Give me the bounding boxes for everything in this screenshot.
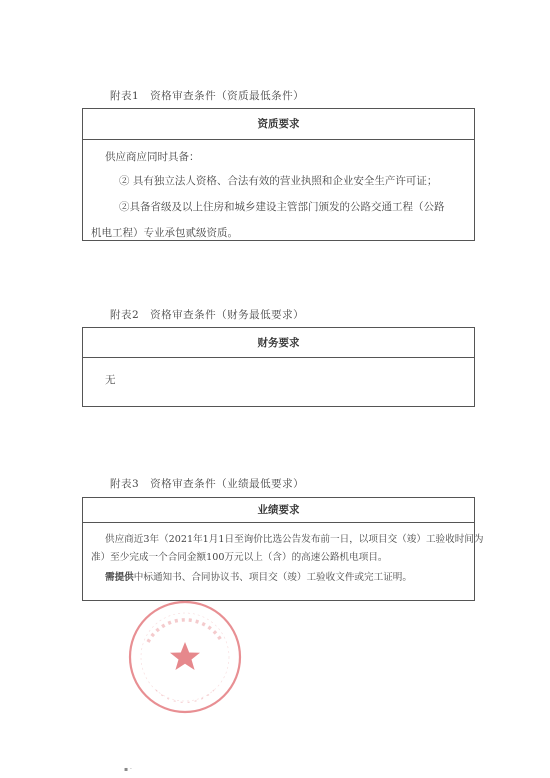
qualification-intro: 供应商应同时具备： xyxy=(105,151,200,163)
qualification-item-2-line-1: ②具备省级及以上住房和城乡建设主管部门颁发的公路交通工程（公路 xyxy=(119,201,445,213)
table2-caption: 附表2 资格审查条件（财务最低要求） xyxy=(110,309,305,321)
red-official-seal-icon xyxy=(126,598,244,716)
requirement-text: 中标通知书、合同协议书、项目交（竣）工验收文件或完工证明。 xyxy=(133,572,412,583)
performance-body xyxy=(83,523,484,589)
financial-body: 无 xyxy=(105,374,116,386)
qualification-item-2-line-2: 机电工程）专业承包贰级资质。 xyxy=(91,227,238,239)
qualification-table xyxy=(82,108,475,241)
qualification-item-1: ② 具有独立法人资格、合法有效的营业执照和企业安全生产许可证； xyxy=(119,175,438,187)
qualification-header: 资质要求 xyxy=(83,109,474,140)
qualification-body xyxy=(83,140,474,246)
requirement-label: 需提供 xyxy=(105,572,134,583)
table1-caption: 附表1 资格审查条件（资质最低条件） xyxy=(110,90,305,102)
financial-header: 财务要求 xyxy=(83,328,474,358)
performance-requirement xyxy=(83,567,474,589)
performance-table xyxy=(82,497,484,601)
financial-table xyxy=(82,327,475,407)
performance-header: 业绩要求 xyxy=(83,498,474,523)
performance-para-line-2: 准）至少完成一个合同金额100万元以上（含）的高速公路机电项目。 xyxy=(91,552,388,563)
scan-mark: ▪ · xyxy=(124,766,132,773)
table3-caption: 附表3 资格审查条件（业绩最低要求） xyxy=(110,478,305,490)
performance-para-line-1: 供应商近3年（2021年1月1日至询价比选公告发布前一日，以项目交（竣）工验收时间为 xyxy=(105,534,484,545)
